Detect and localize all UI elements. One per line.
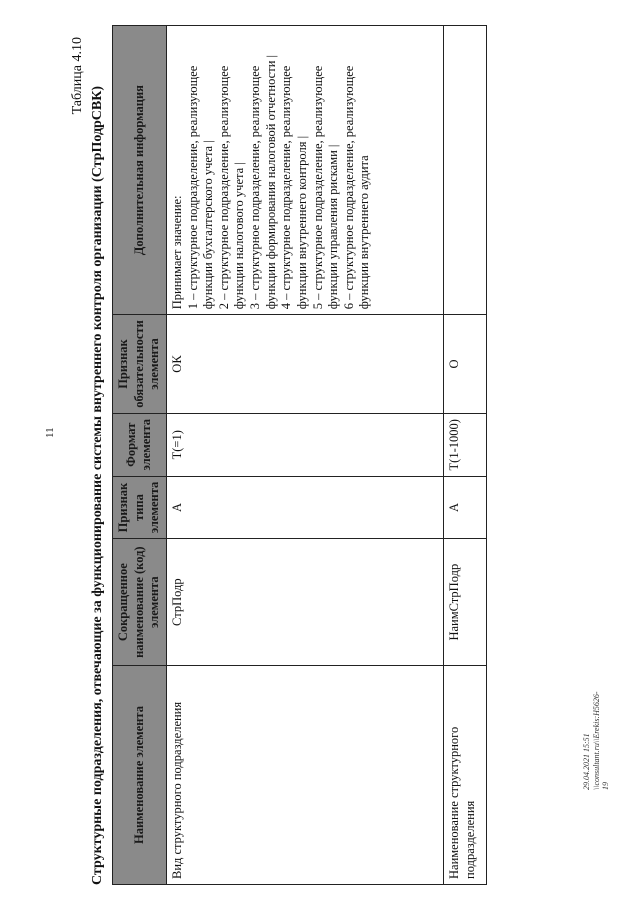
cell-info [443, 26, 486, 315]
cell-code: СтрПодр [166, 539, 443, 666]
info-line: 1 – структурное подразделение, реализующее функции бухгалтерского учета | [185, 65, 216, 310]
table-label: Таблица 4.10 [70, 37, 85, 115]
elements-table [112, 25, 487, 885]
stamp-source: \\consultant.ru\\Erekis:H5626-19 [591, 691, 611, 790]
header-element-code: Сокращенное наименование (код) элемента [113, 539, 167, 666]
cell-type: А [443, 476, 486, 539]
table-title: Структурные подразделения, отвечающие за функционирование системы внутреннего контроля организации (СтрПодрСВК) [90, 85, 105, 885]
cell-format: Т(1-1000) [443, 413, 486, 476]
table-row [166, 26, 443, 885]
header-additional-info: Дополнительная информация [113, 26, 167, 315]
cell-required: ОК [166, 315, 443, 414]
header-element-type: Признак типа элемента [113, 476, 167, 539]
header-element-format: Формат элемента [113, 413, 167, 476]
info-line: 5 – структурное подразделение, реализующее функции управления рисками | [310, 65, 341, 310]
info-line: 4 – структурное подразделение, реализующее функции внутреннего контроля | [279, 65, 309, 310]
cell-code: НаимСтрПодр [443, 539, 486, 666]
header-element-name: Наименование элемента [113, 666, 167, 885]
table-row [443, 26, 486, 885]
info-line: 6 – структурное подразделение, реализующее функции внутреннего аудита [341, 65, 372, 310]
footer-stamp [582, 691, 611, 790]
cell-name: Вид структурного подразделения [166, 666, 443, 885]
rotated-page-content [70, 25, 477, 885]
info-line: Принимает значение: [169, 195, 184, 310]
info-line: 3 – структурное подразделение, реализующее функции формирования налоговой отчетности | [248, 54, 278, 310]
page-number: 11 [44, 427, 56, 438]
table-header-row [113, 26, 167, 885]
cell-required: О [443, 315, 486, 414]
cell-name: Наименование структурного подразделения [443, 666, 486, 885]
header-element-required: Признак обязательности элемента [113, 315, 167, 414]
cell-type: А [166, 476, 443, 539]
info-line: 2 – структурное подразделение, реализующее функции налогового учета | [216, 65, 247, 310]
stamp-date: 29.04.2021 15:51 [582, 733, 591, 790]
cell-format: Т(=1) [166, 413, 443, 476]
cell-info [166, 26, 443, 315]
